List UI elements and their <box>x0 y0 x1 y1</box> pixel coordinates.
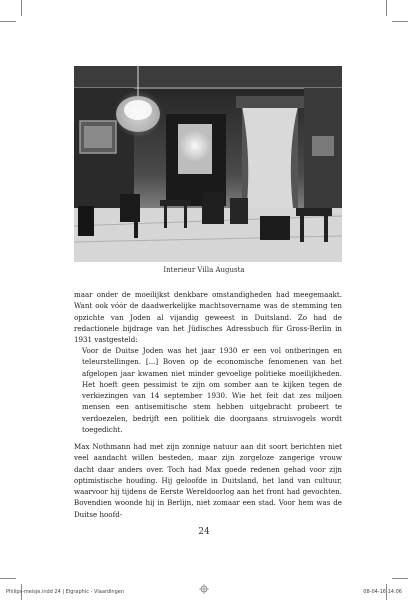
slug-timestamp: 08-04-16 14:06 <box>363 589 402 595</box>
block-quote: Voor de Duitse Joden was het jaar 1930 er een vol ontberingen en teleurstellingen. [...] Boven op de economische fenomenen van het afgelopen jaar kwamen niet minder gevoelige politieke moeilijkheden. Het hoeft geen pessimist te zijn om somber aan te kijken tegen de verkiezingen van 14 september 1930. Wie het feit dat zes miljoen mensen een antisemitische stem hebben uitgebracht probeert te verdoezelen, bedrijft een politiek die doorgaans struisvogels wordt toegedicht. <box>82 346 342 435</box>
crop-mark <box>392 21 408 22</box>
crop-mark <box>21 0 22 16</box>
photo-caption: Interieur Villa Augusta <box>163 266 245 274</box>
crop-mark <box>0 21 16 22</box>
body-paragraph: Max Nothmann had met zijn zonnige natuur aan dit soort berichten niet veel aandacht willen besteden, maar zijn zorgeloze zangerige vrouw dacht daar anders over. Toch had Max goede redenen gehad voor zijn optimistische houding. Hij geloofde in Duitsland, het land van cultuur, waarvoor hij tijdens de Eerste Wereldoorlog aan het front had gevochten. Bovendien woonde hij in Berlijn, niet zomaar een stad. Voor hem was de Duitse hoofd- <box>74 442 342 519</box>
body-paragraph: maar onder de moeilijkst denkbare omstandigheden had meegemaakt. Want ook vóór de daadwerkelijke machtsovername was de stemming ten opzichte van Joden al vijandig geweest in Duitsland. Zo had de redactionele bijdrage van het Jüdisches Adressbuch für Gross-Berlin in 1931 vastgesteld: <box>74 290 342 345</box>
crop-mark <box>392 578 408 579</box>
crop-mark <box>386 0 387 16</box>
page-number: 24 <box>198 527 210 537</box>
interior-photo <box>74 66 342 262</box>
crop-mark <box>0 578 16 579</box>
print-slug <box>6 589 402 597</box>
interior-photo-drawing <box>74 66 342 262</box>
slug-file-info: Philips-meisje.indd 24 | Elgraphic - Vlaardingen <box>6 589 125 595</box>
